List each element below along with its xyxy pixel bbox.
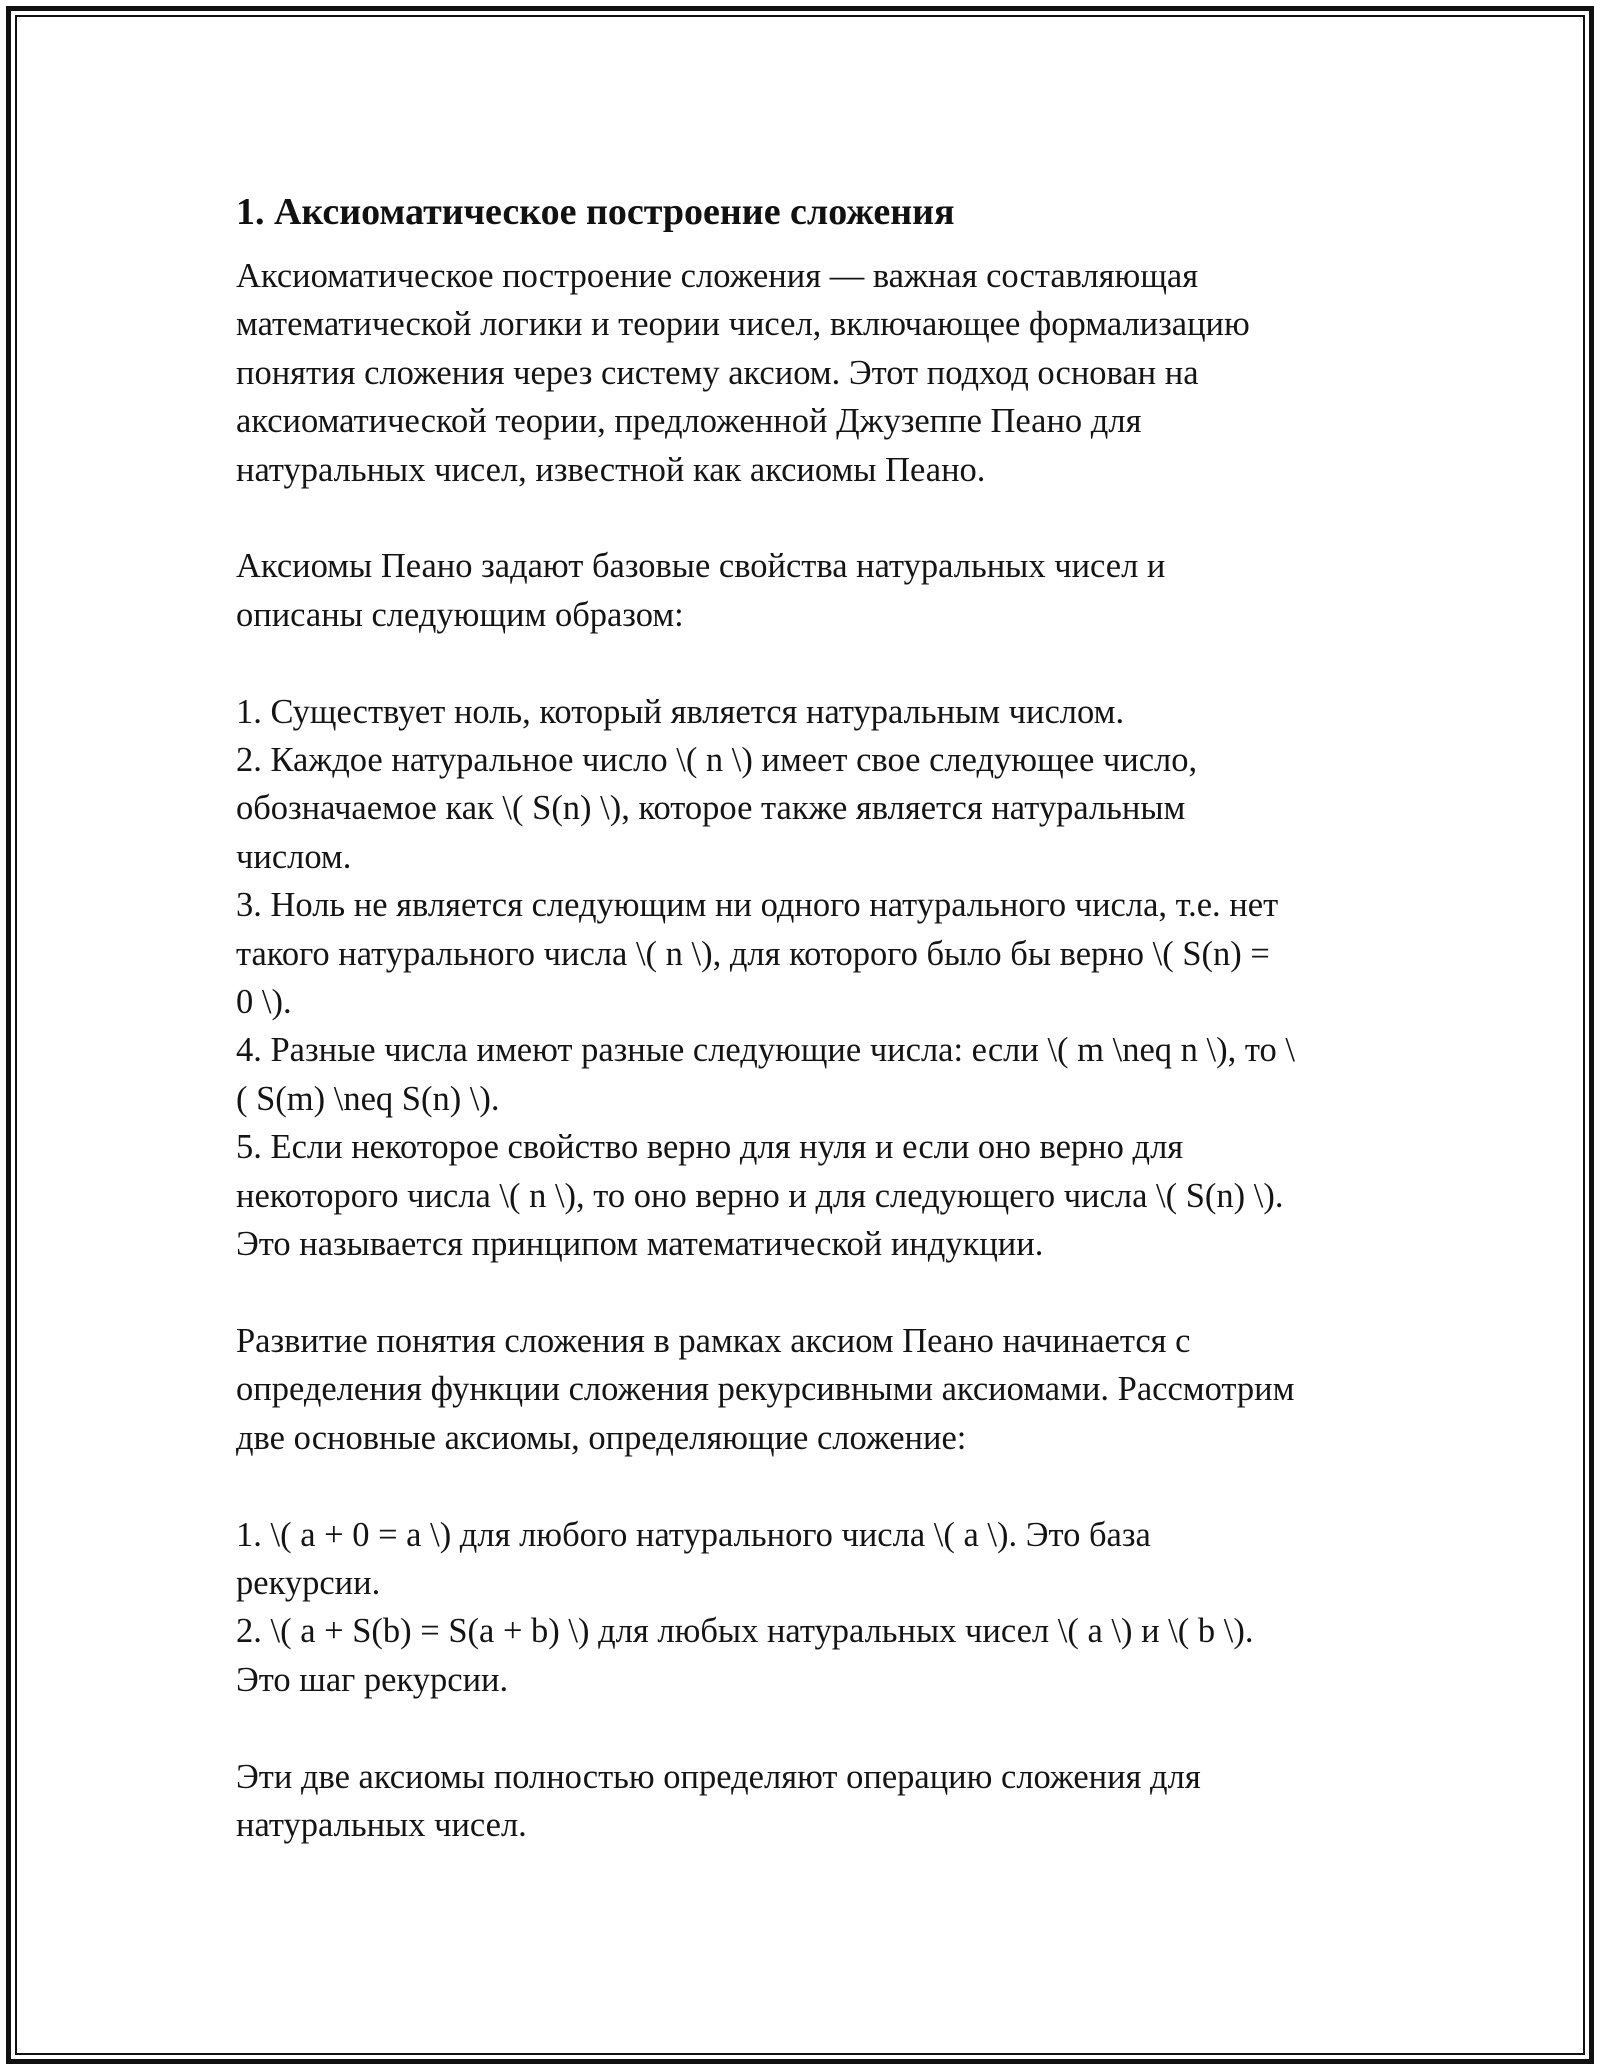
text-line: две основные аксиомы, определяющие сложение: <box>236 1418 967 1457</box>
text-line: понятия сложения через систему аксиом. Этот подход основан на <box>236 353 1199 392</box>
text-line: 1. \( a + 0 = a \) для любого натурального числа \( a \). Это база <box>236 1515 1151 1554</box>
paragraph <box>236 252 1376 494</box>
paragraph <box>236 1511 1376 1705</box>
text-line: такого натурального числа \( n \), для которого было бы верно \( S(n) = <box>236 934 1270 973</box>
text-line: Аксиомы Пеано задают базовые свойства натуральных чисел и <box>236 547 1166 586</box>
paragraph <box>236 542 1376 639</box>
text-line: обозначаемое как \( S(n) \), которое также является натуральным <box>236 789 1186 828</box>
text-line: натуральных чисел, известной как аксиомы Пеано. <box>236 450 986 489</box>
text-line: некоторого числа \( n \), то оно верно и для следующего числа \( S(n) \). <box>236 1176 1284 1215</box>
text-line: математической логики и теории чисел, включающее формализацию <box>236 305 1250 344</box>
section-heading: 1. Аксиоматическое построение сложения <box>236 191 955 233</box>
text-line: натуральных чисел. <box>236 1805 527 1844</box>
paragraph <box>236 1317 1376 1462</box>
text-line: аксиоматической теории, предложенной Джузеппе Пеано для <box>236 402 1142 441</box>
text-line: 1. Существует ноль, который является натуральным числом. <box>236 692 1125 731</box>
text-line: Эти две аксиомы полностью определяют операцию сложения для <box>236 1757 1201 1796</box>
text-line: рекурсии. <box>236 1563 381 1602</box>
paragraph <box>236 688 1376 1269</box>
text-line: описаны следующим образом: <box>236 595 684 634</box>
text-line: 5. Если некоторое свойство верно для нуля и если оно верно для <box>236 1128 1184 1167</box>
text-line: 4. Разные числа имеют разные следующие числа: если \( m \neq n \), то \ <box>236 1031 1295 1070</box>
text-line: 0 \). <box>236 983 292 1022</box>
text-line: Аксиоматическое построение сложения — важная составляющая <box>236 257 1199 295</box>
text-line: Это шаг рекурсии. <box>236 1660 509 1699</box>
document-body <box>236 186 1376 1898</box>
text-line: 3. Ноль не является следующим ни одного натурального числа, т.е. нет <box>236 886 1279 925</box>
text-line: Это называется принципом математической индукции. <box>236 1225 1044 1264</box>
text-line: 2. Каждое натуральное число \( n \) имеет свое следующее число, <box>236 741 1198 780</box>
text-line: 2. \( a + S(b) = S(a + b) \) для любых натуральных чисел \( a \) и \( b \). <box>236 1612 1254 1651</box>
text-line: Развитие понятия сложения в рамках аксиом Пеано начинается с <box>236 1321 1191 1360</box>
paragraph <box>236 1753 1376 1850</box>
text-line: ( S(m) \neq S(n) \). <box>236 1079 500 1118</box>
text-line: определения функции сложения рекурсивными аксиомами. Рассмотрим <box>236 1370 1295 1409</box>
paragraph-container <box>236 252 1376 1849</box>
text-line: числом. <box>236 837 352 876</box>
